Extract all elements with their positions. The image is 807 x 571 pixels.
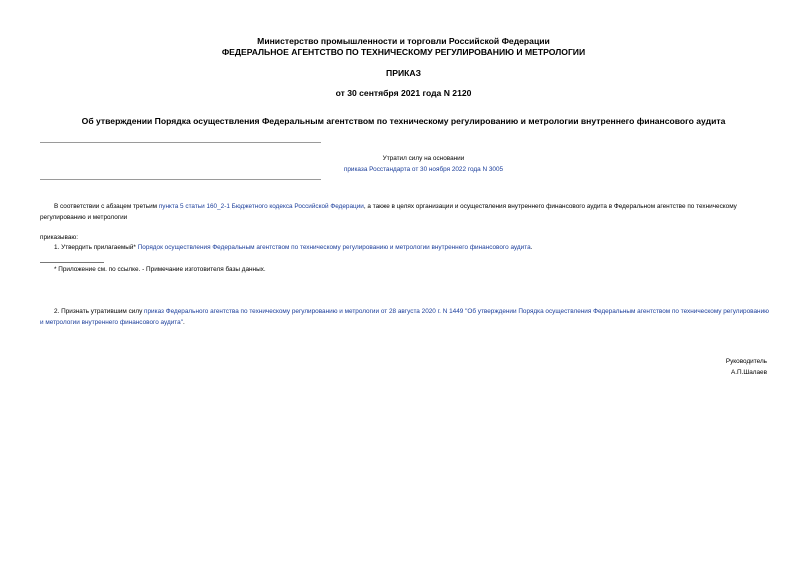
preamble-paragraph [40,201,770,223]
item-1-paragraph [40,242,770,253]
preamble-suffix: , а также в целях организации и осуществления внутреннего финансового аудита в Федеральном агентстве по техническому регулированию и метрологии [40,203,737,221]
repealed-order-link[interactable]: приказ Федерального агентства по техническому регулированию и метрологии от 28 августа 2020 г. N 1449 "Об утверждении Порядка осуществления Федеральным агентством по техническому регулированию и метрологии внутреннего финансового аудита" [40,308,769,326]
budget-code-link[interactable]: пункта 5 статьи 160_2-1 Бюджетного кодекса Российской Федерации [158,203,364,210]
signature-block [726,356,767,378]
divider-bottom [40,179,321,180]
doc-type-heading: ПРИКАЗ [386,68,421,78]
item-1-suffix: . [530,244,533,251]
agency-heading: ФЕДЕРАЛЬНОЕ АГЕНТСТВО ПО ТЕХНИЧЕСКОМУ РЕГУЛИРОВАНИЮ И МЕТРОЛОГИИ [221,47,586,57]
ministry-heading: Министерство промышленности и торговли Российской Федерации [257,36,550,46]
footnote: * Приложение см. по ссылке. - Примечание изготовителя базы данных. [54,266,266,273]
status-note-text: Утратил силу на основании [382,155,465,162]
status-note [40,153,807,175]
preamble-prefix: В соответствии с абзацем третьим [54,203,159,210]
item-2-suffix: . [182,319,185,326]
signatory-name: А.П.Шалаев [730,369,767,376]
procedure-link[interactable]: Порядок осуществления Федеральным агентством по техническому регулированию и метрологии внутреннего финансового аудита [137,244,531,251]
item-1-prefix: 1. Утвердить прилагаемый* [54,244,138,251]
divider-top [40,142,321,143]
date-number-heading: от 30 сентября 2021 года N 2120 [335,88,472,98]
item-2-paragraph [40,306,770,328]
order-word: приказываю: [40,234,78,241]
item-2-prefix: 2. Признать утратившим силу [54,308,145,315]
signatory-position: Руководитель [725,358,767,365]
footnote-divider [40,262,104,263]
status-note-link[interactable]: приказа Росстандарта от 30 ноября 2022 года N 3005 [343,166,504,173]
document-title: Об утверждении Порядка осуществления Федеральным агентством по техническому регулированию и метрологии внутреннего финансового аудита [81,116,726,126]
